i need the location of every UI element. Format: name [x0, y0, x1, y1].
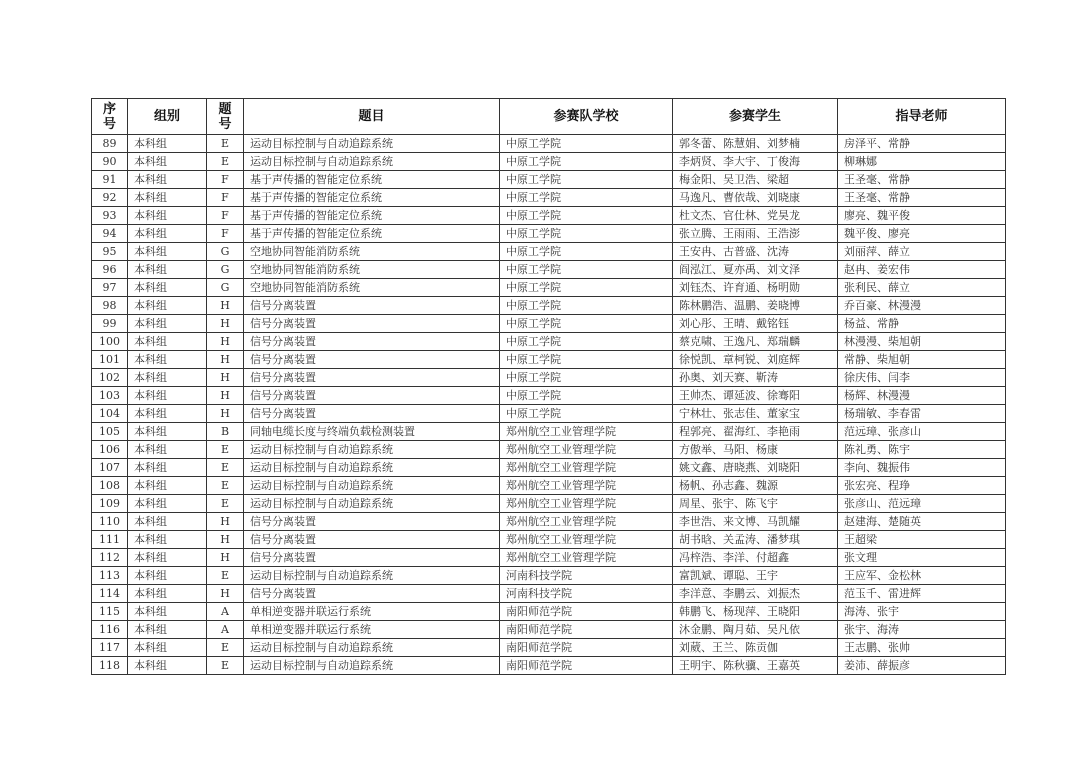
- cell-school: 中原工学院: [500, 171, 673, 189]
- cell-topic-code: H: [207, 351, 244, 369]
- cell-advisors: 范远璋、张彦山: [838, 423, 1006, 441]
- table-row: [92, 261, 1006, 279]
- cell-topic-code: F: [207, 189, 244, 207]
- header-seq: 序 号: [92, 99, 128, 135]
- cell-advisors: 杨辉、林漫漫: [838, 387, 1006, 405]
- cell-students: 马逸凡、曹依哉、刘晓康: [673, 189, 838, 207]
- cell-seq: 93: [92, 207, 128, 225]
- award-list-table: [91, 98, 1006, 675]
- cell-school: 郑州航空工业管理学院: [500, 513, 673, 531]
- cell-students: 陈林鹏浩、温鹏、姜晓博: [673, 297, 838, 315]
- cell-group: 本科组: [128, 441, 207, 459]
- cell-students: 徐悦凯、章柯锐、刘庭辉: [673, 351, 838, 369]
- cell-advisors: 王超梁: [838, 531, 1006, 549]
- table-row: [92, 603, 1006, 621]
- cell-seq: 108: [92, 477, 128, 495]
- cell-seq: 105: [92, 423, 128, 441]
- table-row: [92, 657, 1006, 675]
- table-row: [92, 477, 1006, 495]
- cell-group: 本科组: [128, 153, 207, 171]
- cell-topic-code: H: [207, 585, 244, 603]
- cell-topic-code: E: [207, 477, 244, 495]
- cell-advisors: 姜沛、薛振彦: [838, 657, 1006, 675]
- cell-topic: 单相逆变器并联运行系统: [244, 621, 500, 639]
- cell-group: 本科组: [128, 207, 207, 225]
- cell-topic-code: H: [207, 405, 244, 423]
- cell-group: 本科组: [128, 621, 207, 639]
- cell-advisors: 张彦山、范远璋: [838, 495, 1006, 513]
- cell-seq: 115: [92, 603, 128, 621]
- cell-seq: 100: [92, 333, 128, 351]
- table-row: [92, 315, 1006, 333]
- cell-advisors: 房泽平、常静: [838, 135, 1006, 153]
- cell-seq: 94: [92, 225, 128, 243]
- cell-students: 王帅杰、谭延波、徐骞阳: [673, 387, 838, 405]
- table-row: [92, 495, 1006, 513]
- cell-topic: 空地协同智能消防系统: [244, 261, 500, 279]
- cell-school: 南阳师范学院: [500, 603, 673, 621]
- table-header-row: [92, 99, 1006, 135]
- cell-school: 郑州航空工业管理学院: [500, 459, 673, 477]
- cell-students: 刘心彤、王晴、戴铭钰: [673, 315, 838, 333]
- cell-school: 中原工学院: [500, 351, 673, 369]
- cell-advisors: 陈礼勇、陈宇: [838, 441, 1006, 459]
- cell-advisors: 王志鹏、张帅: [838, 639, 1006, 657]
- cell-seq: 99: [92, 315, 128, 333]
- cell-topic-code: F: [207, 225, 244, 243]
- table-row: [92, 279, 1006, 297]
- table-row: [92, 207, 1006, 225]
- cell-seq: 110: [92, 513, 128, 531]
- cell-school: 中原工学院: [500, 315, 673, 333]
- cell-advisors: 乔百豪、林漫漫: [838, 297, 1006, 315]
- cell-group: 本科组: [128, 459, 207, 477]
- cell-students: 阎泓江、夏亦禹、刘文泽: [673, 261, 838, 279]
- cell-students: 姚文鑫、唐晓燕、刘晓阳: [673, 459, 838, 477]
- cell-seq: 92: [92, 189, 128, 207]
- cell-seq: 111: [92, 531, 128, 549]
- cell-group: 本科组: [128, 639, 207, 657]
- cell-students: 沐金鹏、陶月茹、吴凡依: [673, 621, 838, 639]
- table-row: [92, 189, 1006, 207]
- cell-group: 本科组: [128, 531, 207, 549]
- cell-students: 李炳贤、李大宇、丁俊海: [673, 153, 838, 171]
- table-row: [92, 135, 1006, 153]
- cell-topic: 信号分离装置: [244, 297, 500, 315]
- cell-students: 梅金阳、吴卫浩、梁超: [673, 171, 838, 189]
- cell-topic: 运动目标控制与自动追踪系统: [244, 495, 500, 513]
- cell-advisors: 林漫漫、柴旭朝: [838, 333, 1006, 351]
- cell-topic: 基于声传播的智能定位系统: [244, 189, 500, 207]
- cell-advisors: 赵冉、姜宏伟: [838, 261, 1006, 279]
- table-row: [92, 333, 1006, 351]
- cell-school: 郑州航空工业管理学院: [500, 477, 673, 495]
- cell-topic-code: A: [207, 603, 244, 621]
- cell-school: 中原工学院: [500, 369, 673, 387]
- cell-topic-code: E: [207, 135, 244, 153]
- cell-topic: 基于声传播的智能定位系统: [244, 207, 500, 225]
- cell-students: 周星、张宇、陈飞宇: [673, 495, 838, 513]
- cell-topic: 同轴电缆长度与终端负载检测装置: [244, 423, 500, 441]
- cell-seq: 95: [92, 243, 128, 261]
- cell-advisors: 张文理: [838, 549, 1006, 567]
- cell-topic-code: G: [207, 243, 244, 261]
- cell-seq: 90: [92, 153, 128, 171]
- cell-advisors: 李向、魏振伟: [838, 459, 1006, 477]
- table-row: [92, 513, 1006, 531]
- cell-topic-code: G: [207, 261, 244, 279]
- cell-students: 韩鹏飞、杨现萍、王晓阳: [673, 603, 838, 621]
- cell-topic-code: B: [207, 423, 244, 441]
- table-row: [92, 459, 1006, 477]
- cell-advisors: 常静、柴旭朝: [838, 351, 1006, 369]
- cell-topic-code: H: [207, 531, 244, 549]
- cell-seq: 96: [92, 261, 128, 279]
- cell-advisors: 魏平俊、廖亮: [838, 225, 1006, 243]
- table-row: [92, 405, 1006, 423]
- cell-topic-code: F: [207, 171, 244, 189]
- cell-school: 中原工学院: [500, 207, 673, 225]
- cell-seq: 101: [92, 351, 128, 369]
- table-row: [92, 639, 1006, 657]
- table-row: [92, 549, 1006, 567]
- cell-seq: 112: [92, 549, 128, 567]
- cell-group: 本科组: [128, 495, 207, 513]
- cell-topic: 信号分离装置: [244, 405, 500, 423]
- cell-seq: 113: [92, 567, 128, 585]
- cell-advisors: 赵建海、楚随英: [838, 513, 1006, 531]
- cell-group: 本科组: [128, 315, 207, 333]
- header-group: 组别: [128, 99, 207, 135]
- cell-seq: 116: [92, 621, 128, 639]
- cell-topic: 信号分离装置: [244, 549, 500, 567]
- cell-group: 本科组: [128, 261, 207, 279]
- cell-school: 中原工学院: [500, 333, 673, 351]
- cell-topic-code: H: [207, 387, 244, 405]
- cell-students: 孙奥、刘天赛、靳涛: [673, 369, 838, 387]
- cell-seq: 106: [92, 441, 128, 459]
- cell-students: 富凯斌、谭聪、王宇: [673, 567, 838, 585]
- cell-topic-code: H: [207, 513, 244, 531]
- table-row: [92, 171, 1006, 189]
- cell-seq: 109: [92, 495, 128, 513]
- cell-group: 本科组: [128, 405, 207, 423]
- cell-topic-code: H: [207, 369, 244, 387]
- cell-advisors: 杨益、常静: [838, 315, 1006, 333]
- cell-topic: 运动目标控制与自动追踪系统: [244, 639, 500, 657]
- cell-students: 李世浩、来文博、马凯耀: [673, 513, 838, 531]
- cell-school: 中原工学院: [500, 297, 673, 315]
- cell-school: 南阳师范学院: [500, 621, 673, 639]
- cell-group: 本科组: [128, 225, 207, 243]
- cell-topic: 空地协同智能消防系统: [244, 243, 500, 261]
- cell-topic: 信号分离装置: [244, 333, 500, 351]
- table-row: [92, 441, 1006, 459]
- header-topic: 题目: [244, 99, 500, 135]
- cell-school: 南阳师范学院: [500, 657, 673, 675]
- cell-advisors: 杨瑞敏、李春雷: [838, 405, 1006, 423]
- table-row: [92, 423, 1006, 441]
- cell-students: 李洋意、李鹏云、刘振杰: [673, 585, 838, 603]
- cell-topic: 信号分离装置: [244, 513, 500, 531]
- cell-topic: 信号分离装置: [244, 387, 500, 405]
- cell-group: 本科组: [128, 333, 207, 351]
- cell-topic: 运动目标控制与自动追踪系统: [244, 657, 500, 675]
- cell-students: 王明宇、陈秋骥、王嘉英: [673, 657, 838, 675]
- cell-group: 本科组: [128, 387, 207, 405]
- cell-topic: 信号分离装置: [244, 351, 500, 369]
- table-row: [92, 387, 1006, 405]
- cell-advisors: 王圣毫、常静: [838, 171, 1006, 189]
- cell-school: 郑州航空工业管理学院: [500, 531, 673, 549]
- table-row: [92, 351, 1006, 369]
- cell-school: 中原工学院: [500, 189, 673, 207]
- cell-topic: 基于声传播的智能定位系统: [244, 225, 500, 243]
- cell-seq: 91: [92, 171, 128, 189]
- cell-group: 本科组: [128, 135, 207, 153]
- cell-topic-code: E: [207, 657, 244, 675]
- cell-students: 程郭亮、翟海红、李艳雨: [673, 423, 838, 441]
- cell-topic-code: E: [207, 639, 244, 657]
- cell-school: 郑州航空工业管理学院: [500, 423, 673, 441]
- cell-students: 胡书晗、关孟涛、潘梦琪: [673, 531, 838, 549]
- header-advisors: 指导老师: [838, 99, 1006, 135]
- cell-group: 本科组: [128, 567, 207, 585]
- cell-seq: 98: [92, 297, 128, 315]
- cell-group: 本科组: [128, 279, 207, 297]
- cell-topic: 基于声传播的智能定位系统: [244, 171, 500, 189]
- table-body: [92, 135, 1006, 675]
- cell-school: 中原工学院: [500, 153, 673, 171]
- cell-advisors: 张利民、薛立: [838, 279, 1006, 297]
- cell-topic: 单相逆变器并联运行系统: [244, 603, 500, 621]
- cell-advisors: 徐庆伟、闫李: [838, 369, 1006, 387]
- cell-advisors: 范玉千、雷进辉: [838, 585, 1006, 603]
- cell-seq: 102: [92, 369, 128, 387]
- cell-topic-code: H: [207, 549, 244, 567]
- cell-school: 河南科技学院: [500, 585, 673, 603]
- header-topic-code: 题 号: [207, 99, 244, 135]
- table-row: [92, 585, 1006, 603]
- cell-group: 本科组: [128, 513, 207, 531]
- cell-topic-code: E: [207, 441, 244, 459]
- cell-topic-code: E: [207, 495, 244, 513]
- cell-advisors: 王应军、金松林: [838, 567, 1006, 585]
- cell-group: 本科组: [128, 297, 207, 315]
- cell-advisors: 张宏亮、程琤: [838, 477, 1006, 495]
- cell-seq: 97: [92, 279, 128, 297]
- cell-students: 张立腾、王雨雨、王浩澎: [673, 225, 838, 243]
- table-row: [92, 225, 1006, 243]
- cell-advisors: 柳琳娜: [838, 153, 1006, 171]
- cell-group: 本科组: [128, 243, 207, 261]
- cell-students: 杜文杰、官仕林、党昊龙: [673, 207, 838, 225]
- table-row: [92, 567, 1006, 585]
- cell-school: 郑州航空工业管理学院: [500, 441, 673, 459]
- cell-group: 本科组: [128, 585, 207, 603]
- cell-seq: 107: [92, 459, 128, 477]
- cell-advisors: 海涛、张宇: [838, 603, 1006, 621]
- cell-students: 郭冬蕾、陈慧娟、刘梦楠: [673, 135, 838, 153]
- table-row: [92, 153, 1006, 171]
- cell-seq: 89: [92, 135, 128, 153]
- cell-topic: 空地协同智能消防系统: [244, 279, 500, 297]
- cell-school: 郑州航空工业管理学院: [500, 549, 673, 567]
- cell-group: 本科组: [128, 657, 207, 675]
- cell-topic: 运动目标控制与自动追踪系统: [244, 477, 500, 495]
- cell-topic-code: E: [207, 459, 244, 477]
- cell-students: 蔡克啸、王逸凡、郑瑞麟: [673, 333, 838, 351]
- cell-topic: 运动目标控制与自动追踪系统: [244, 567, 500, 585]
- cell-topic-code: A: [207, 621, 244, 639]
- cell-advisors: 廖亮、魏平俊: [838, 207, 1006, 225]
- cell-group: 本科组: [128, 549, 207, 567]
- cell-topic: 运动目标控制与自动追踪系统: [244, 459, 500, 477]
- cell-group: 本科组: [128, 351, 207, 369]
- cell-topic: 信号分离装置: [244, 315, 500, 333]
- cell-school: 河南科技学院: [500, 567, 673, 585]
- table-row: [92, 369, 1006, 387]
- cell-topic: 运动目标控制与自动追踪系统: [244, 135, 500, 153]
- cell-group: 本科组: [128, 423, 207, 441]
- cell-topic-code: E: [207, 153, 244, 171]
- cell-students: 冯梓浩、李洋、付超鑫: [673, 549, 838, 567]
- cell-group: 本科组: [128, 369, 207, 387]
- cell-students: 刘葳、王兰、陈贡伽: [673, 639, 838, 657]
- table-row: [92, 297, 1006, 315]
- cell-seq: 104: [92, 405, 128, 423]
- cell-group: 本科组: [128, 603, 207, 621]
- table-row: [92, 531, 1006, 549]
- table-row: [92, 621, 1006, 639]
- cell-topic: 运动目标控制与自动追踪系统: [244, 441, 500, 459]
- cell-advisors: 王圣毫、常静: [838, 189, 1006, 207]
- cell-school: 中原工学院: [500, 405, 673, 423]
- cell-group: 本科组: [128, 171, 207, 189]
- header-students: 参赛学生: [673, 99, 838, 135]
- cell-topic-code: F: [207, 207, 244, 225]
- cell-school: 郑州航空工业管理学院: [500, 495, 673, 513]
- cell-students: 方傲举、马阳、杨康: [673, 441, 838, 459]
- cell-school: 中原工学院: [500, 261, 673, 279]
- cell-topic-code: H: [207, 315, 244, 333]
- cell-group: 本科组: [128, 477, 207, 495]
- cell-topic: 信号分离装置: [244, 531, 500, 549]
- table-row: [92, 243, 1006, 261]
- cell-topic-code: H: [207, 297, 244, 315]
- cell-group: 本科组: [128, 189, 207, 207]
- cell-seq: 118: [92, 657, 128, 675]
- cell-topic-code: E: [207, 567, 244, 585]
- cell-school: 中原工学院: [500, 225, 673, 243]
- header-school: 参赛队学校: [500, 99, 673, 135]
- cell-school: 南阳师范学院: [500, 639, 673, 657]
- cell-topic: 信号分离装置: [244, 369, 500, 387]
- cell-topic: 运动目标控制与自动追踪系统: [244, 153, 500, 171]
- cell-advisors: 刘丽萍、薛立: [838, 243, 1006, 261]
- cell-topic-code: G: [207, 279, 244, 297]
- cell-school: 中原工学院: [500, 243, 673, 261]
- cell-seq: 103: [92, 387, 128, 405]
- cell-students: 宁林壮、张志佳、董家宝: [673, 405, 838, 423]
- cell-students: 杨帆、孙志鑫、魏源: [673, 477, 838, 495]
- cell-seq: 114: [92, 585, 128, 603]
- cell-school: 中原工学院: [500, 387, 673, 405]
- cell-seq: 117: [92, 639, 128, 657]
- cell-school: 中原工学院: [500, 135, 673, 153]
- cell-topic: 信号分离装置: [244, 585, 500, 603]
- cell-school: 中原工学院: [500, 279, 673, 297]
- cell-students: 刘钰杰、许育通、杨明勋: [673, 279, 838, 297]
- cell-advisors: 张宇、海涛: [838, 621, 1006, 639]
- cell-students: 王安冉、古普盛、沈涛: [673, 243, 838, 261]
- cell-topic-code: H: [207, 333, 244, 351]
